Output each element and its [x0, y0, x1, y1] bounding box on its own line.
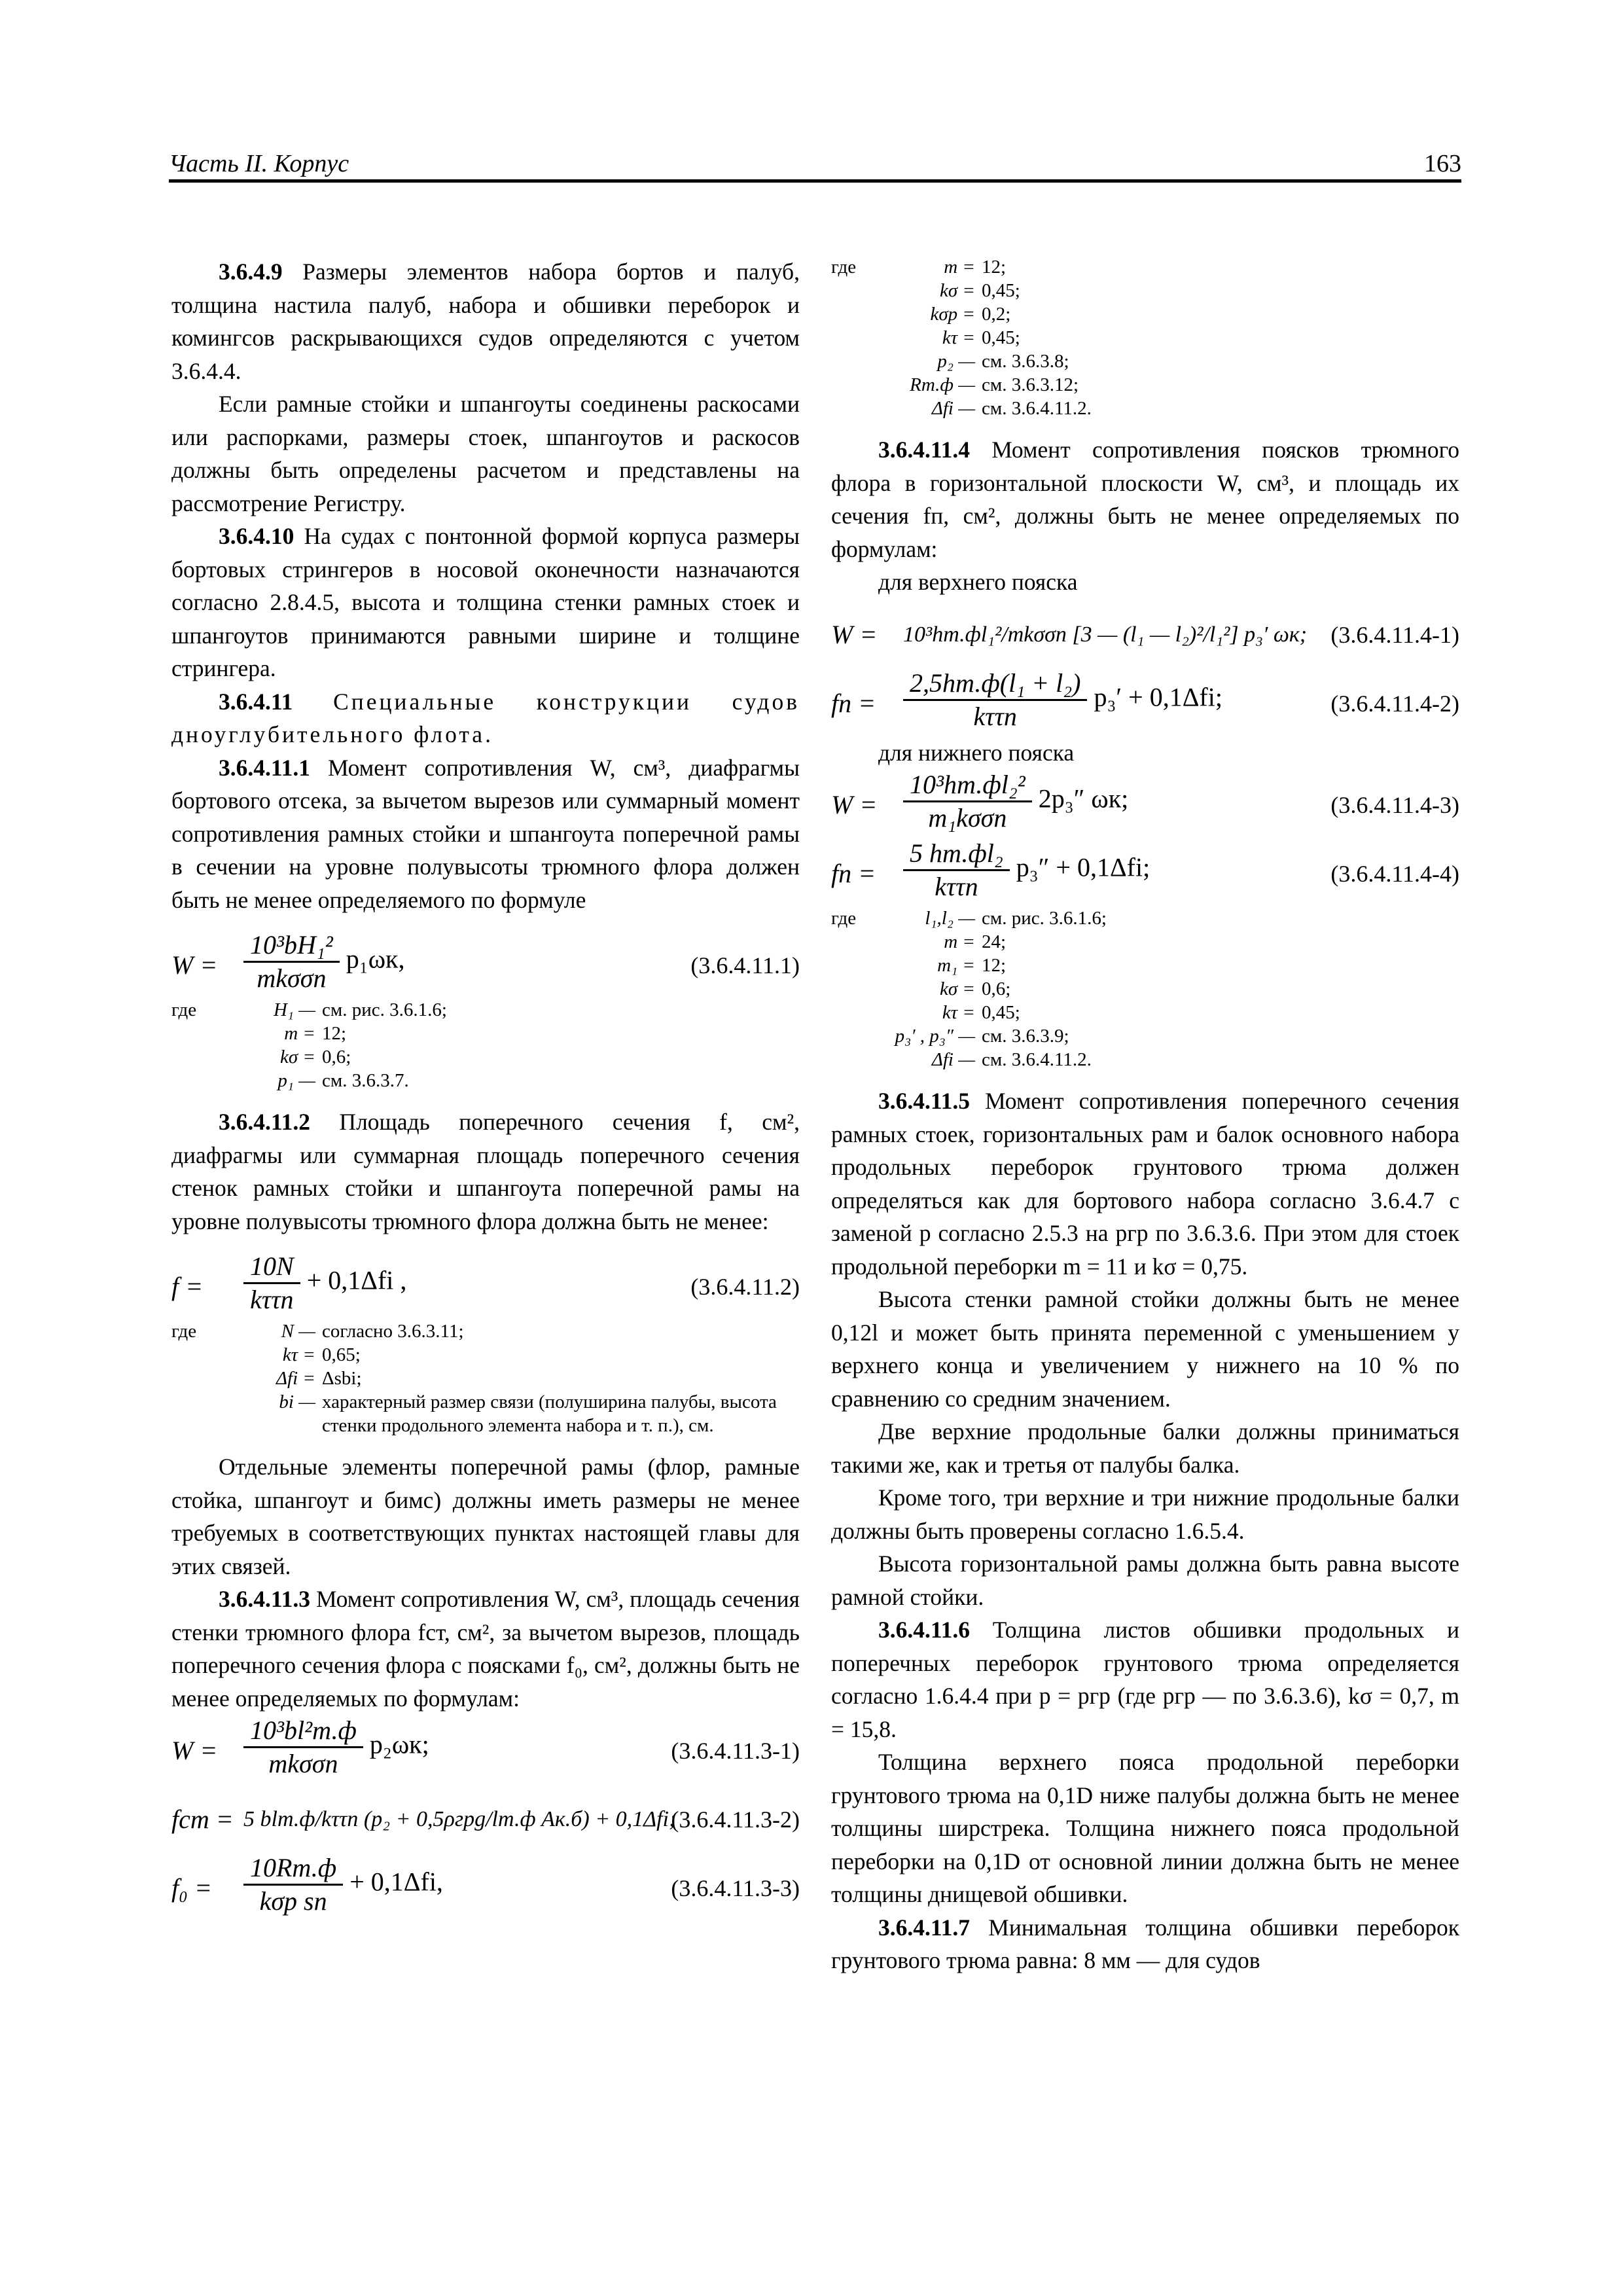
- formula-lhs: W =: [171, 1736, 218, 1765]
- where-item: Δfi — см. 3.6.4.11.2.: [931, 1049, 1092, 1070]
- formula-3-6-4-11-4-1: [831, 599, 1459, 668]
- formula-body: 10³hт.фl₁²/mkσσn [3 — (l₁ — l₂)²/l₁²] p₃′ ωк;: [903, 622, 1308, 647]
- formula-number: (3.6.4.11.4-2): [1330, 690, 1459, 717]
- left-column: [171, 255, 800, 1921]
- formula-number: (3.6.4.11.3-1): [671, 1738, 800, 1764]
- paragraph: Две верхние продольные балки должны приниматься такими же, как и третья от палубы балка.: [831, 1418, 1459, 1478]
- where-list: [831, 906, 1459, 1071]
- section-number: 3.6.4.9: [219, 259, 283, 285]
- paragraph: Если рамные стойки и шпангоуты соединены раскосами или распорками, размеры стоек, шпангоутов и раскосов должны быть определены расчетом и представлены на рассмотрение Регистру.: [171, 391, 800, 516]
- paragraph-3-6-4-11-4: [831, 433, 1459, 565]
- formula-3-6-4-11-4-2: [831, 668, 1459, 736]
- formula-numerator: 10³bH₁²: [243, 929, 340, 963]
- paragraph-text: Минимальная толщина обшивки переборок грунтового трюма равна: 8 мм — для судов: [831, 1914, 1459, 1973]
- formula-tail: + 0,1Δfi,: [349, 1867, 443, 1897]
- where-item: kτ = 0,65;: [282, 1344, 361, 1365]
- paragraph-3-6-4-11-1: [171, 751, 800, 917]
- section-number: 3.6.4.11.5: [878, 1088, 971, 1114]
- paragraph-3-6-4-11-6: [831, 1613, 1459, 1746]
- header-rule: [169, 179, 1461, 183]
- lower-flange-label: для нижнего пояска: [878, 739, 1075, 766]
- formula-tail: p₂ωк;: [369, 1729, 429, 1759]
- formula-lhs: W =: [831, 790, 878, 819]
- paragraph: Отдельные элементы поперечной рамы (флор, рамные стойка, шпангоут и бимс) должны иметь размеры не менее требуемых в соответствующих пунктах настоящей главы для этих связей.: [171, 1454, 800, 1579]
- formula-numerator: 2,5hт.ф(l₁ + l₂): [903, 668, 1087, 701]
- section-number: 3.6.4.11.2: [219, 1109, 311, 1135]
- where-item: p₂ — см. 3.6.3.8;: [937, 351, 1069, 372]
- paragraph-3-6-4-10: [171, 520, 800, 685]
- formula-3-6-4-11-1: [171, 929, 800, 998]
- section-number: 3.6.4.11.6: [878, 1617, 971, 1643]
- where-item: m = 12;: [284, 1023, 347, 1044]
- where-item: Δfi = Δsbi;: [276, 1368, 362, 1389]
- formula-denominator: kττn: [250, 1285, 294, 1314]
- formula-body: 5 blт.ф/kττn (p₂ + 0,5ρгрg/lт.ф Aк.б) + 0,1Δfi;: [243, 1807, 677, 1831]
- where-item: kτ = 0,45;: [942, 327, 1020, 348]
- paragraph-text: На судах с понтонной формой корпуса размеры бортовых стрингеров в носовой оконечности назначаются согласно 2.8.4.5, высота и толщина стенки рамных стоек и шпангоутов принимаются равными ширине и толщине стрингера.: [171, 523, 800, 681]
- section-number: 3.6.4.11: [219, 688, 293, 715]
- right-column: [831, 255, 1459, 1977]
- where-item: где l₁,l₂ — см. рис. 3.6.1.6;: [831, 908, 1107, 929]
- formula-3-6-4-11-3-1: [171, 1715, 800, 1784]
- where-item: kτ = 0,45;: [942, 1002, 1020, 1023]
- section-number: 3.6.4.11.4: [878, 437, 971, 463]
- formula-numerator: 10Rт.ф: [243, 1852, 343, 1886]
- paragraph: Кроме того, три верхние и три нижние продольные балки должны быть проверены согласно 1.6.5.4.: [831, 1484, 1459, 1544]
- formula-lhs: fп =: [831, 859, 876, 888]
- where-item: bi — характерный размер связи (полуширина палубы, высота стенки продольного элемента набора и т. п.), см.: [279, 1391, 777, 1436]
- where-item: kσ = 0,6;: [280, 1047, 351, 1067]
- paragraph-3-6-4-11-2: [171, 1105, 800, 1238]
- paragraph-3-6-4-11-7: [831, 1911, 1459, 1977]
- section-number: 3.6.4.10: [219, 523, 294, 549]
- formula-denominator: mkσσn: [257, 963, 327, 993]
- formula-number: (3.6.4.11.3-2): [671, 1806, 800, 1833]
- formula-lhs: W =: [171, 950, 218, 980]
- paragraph-3-6-4-11-5: [831, 1085, 1459, 1283]
- where-item: kσ = 0,45;: [940, 280, 1020, 301]
- formula-lhs: fст =: [171, 1804, 234, 1834]
- where-item: m = 24;: [944, 931, 1007, 952]
- paragraph-text: Момент сопротивления поясков трюмного флора в горизонтальной плоскости W, см³, и площадь их сечения fп, см², должны быть не менее определяемых по формулам:: [831, 437, 1459, 562]
- where-item: Rт.ф — см. 3.6.3.12;: [910, 374, 1079, 395]
- formula-tail: p₃″ + 0,1Δfi;: [1016, 852, 1150, 882]
- formula-number: (3.6.4.11.2): [690, 1274, 800, 1300]
- paragraph-3-6-4-9: [171, 255, 800, 387]
- formula-number: (3.6.4.11.3-3): [671, 1875, 800, 1901]
- formula-numerator: 5 hт.фl₂: [903, 838, 1010, 871]
- formula-lhs: f =: [171, 1272, 204, 1301]
- where-list: [831, 255, 1459, 420]
- paragraph: Высота горизонтальной рамы должна быть равна высоте рамной стойки.: [831, 1551, 1459, 1610]
- where-item: p₃′ , p₃″ — см. 3.6.3.9;: [895, 1026, 1069, 1047]
- paragraph-text: Момент сопротивления поперечного сечения рамных стоек, горизонтальных рам и балок основного набора продольных переборок грунтового трюма должен определяться как для бортового набора согласно 3.6.4.7 с заменой p согласно 2.5.3 на pгр по 3.6.3.6. При этом для стоек продольной переборки m = 11 и kσ = 0,75.: [831, 1088, 1459, 1280]
- upper-flange-label: для верхнего пояска: [878, 569, 1078, 595]
- page-number: 163: [1424, 150, 1461, 177]
- where-list: [171, 998, 800, 1092]
- paragraph-text: Момент сопротивления W, см³, площадь сечения стенки трюмного флора fст, см², за вычетом вырезов, площадь поперечного сечения флора с поясками f₀, см², должны быть не менее определяемых по формулам:: [171, 1586, 800, 1712]
- formula-denominator: mkσσn: [268, 1749, 338, 1778]
- section-number: 3.6.4.11.3: [219, 1586, 311, 1612]
- where-list: [171, 1319, 800, 1437]
- paragraph-text: Размеры элементов набора бортов и палуб, толщина настила палуб, набора и обшивки переборок и комингсов раскрывающихся судов определяются с учетом 3.6.4.4.: [171, 259, 800, 384]
- formula-number: (3.6.4.11.1): [690, 952, 800, 978]
- formula-number: (3.6.4.11.4-4): [1330, 861, 1459, 887]
- paragraph: Высота стенки рамной стойки должны быть не менее 0,12l и может быть принята переменной с уменьшением у верхнего конца и увеличением у нижнего на 10 % по сравнению со средним значением.: [831, 1286, 1459, 1412]
- formula-numerator: 10³bl²т.ф: [243, 1715, 363, 1748]
- formula-3-6-4-11-2: [171, 1251, 800, 1319]
- paragraph-text: Момент сопротивления W, см³, диафрагмы бортового отсека, за вычетом вырезов или суммарный момент сопротивления рамных стойки и шпангоута поперечной рамы в сечении на уровне полувысоты трюмного флора должен быть не менее определяемого по формуле: [171, 754, 800, 913]
- where-item: m₁ = 12;: [937, 955, 1007, 976]
- formula-3-6-4-11-3-2: [171, 1784, 800, 1852]
- formula-tail: + 0,1Δfi ,: [306, 1265, 407, 1295]
- where-item: Δfi — см. 3.6.4.11.2.: [931, 398, 1092, 419]
- where-item: где N — согласно 3.6.3.11;: [171, 1321, 464, 1342]
- page-header: [169, 143, 1461, 182]
- where-item: где m = 12;: [831, 257, 1007, 278]
- formula-number: (3.6.4.11.4-3): [1330, 792, 1459, 818]
- formula-denominator: kττn: [935, 872, 978, 901]
- formula-lhs: W =: [831, 619, 878, 649]
- formula-denominator: kσp sn: [259, 1886, 327, 1916]
- formula-tail: 2p₃″ ωк;: [1038, 783, 1129, 814]
- formula-denominator: m₁kσσn: [928, 803, 1007, 833]
- formula-tail: p₃′ + 0,1Δfi;: [1094, 682, 1222, 712]
- formula-denominator: kττn: [973, 701, 1017, 731]
- paragraph-text: Площадь поперечного сечения f, см², диафрагмы или суммарная площадь поперечного сечения стенок рамных стойки и шпангоута поперечной рамы на уровне полувысоты трюмного флора должна быть не менее:: [171, 1109, 800, 1234]
- section-number: 3.6.4.11.1: [219, 754, 311, 781]
- where-item: kσp = 0,2;: [930, 304, 1011, 325]
- running-title: Часть II. Корпус: [169, 150, 349, 177]
- formula-lhs: f₀ =: [171, 1873, 213, 1903]
- where-item: p₁ — см. 3.6.3.7.: [277, 1070, 409, 1091]
- formula-numerator: 10³hт.фl₂²: [903, 769, 1032, 802]
- paragraph-3-6-4-11-3: [171, 1583, 800, 1715]
- formula-lhs: fп =: [831, 688, 876, 718]
- paragraph-text: Специальные конструкции судов дноуглубительного флота.: [171, 688, 800, 747]
- where-item: где H₁ — см. рис. 3.6.1.6;: [171, 999, 447, 1020]
- formula-number: (3.6.4.11.4-1): [1330, 621, 1459, 648]
- formula-numerator: 10N: [243, 1251, 300, 1284]
- where-item: kσ = 0,6;: [940, 978, 1011, 999]
- paragraph: Толщина верхнего пояса продольной переборки грунтового трюма на 0,1D ниже палубы должна быть не менее толщины ширстрека. Толщина нижнего пояса продольной переборки на 0,1D от основной линии должна быть не менее толщины днищевой обшивки.: [831, 1749, 1459, 1907]
- formula-3-6-4-11-4-4: [831, 838, 1459, 906]
- formula-3-6-4-11-4-3: [831, 769, 1459, 838]
- paragraph-3-6-4-11: [171, 685, 800, 751]
- paragraph-text: Толщина листов обшивки продольных и поперечных переборок грунтового трюма определяется согласно 1.6.4.4 при p = pгр (где pгр — по 3.6.3.6), kσ = 0,7, m = 15,8.: [831, 1617, 1459, 1742]
- section-number: 3.6.4.11.7: [878, 1914, 971, 1941]
- formula-3-6-4-11-3-3: [171, 1852, 800, 1921]
- formula-tail: p₁ωк,: [346, 944, 405, 974]
